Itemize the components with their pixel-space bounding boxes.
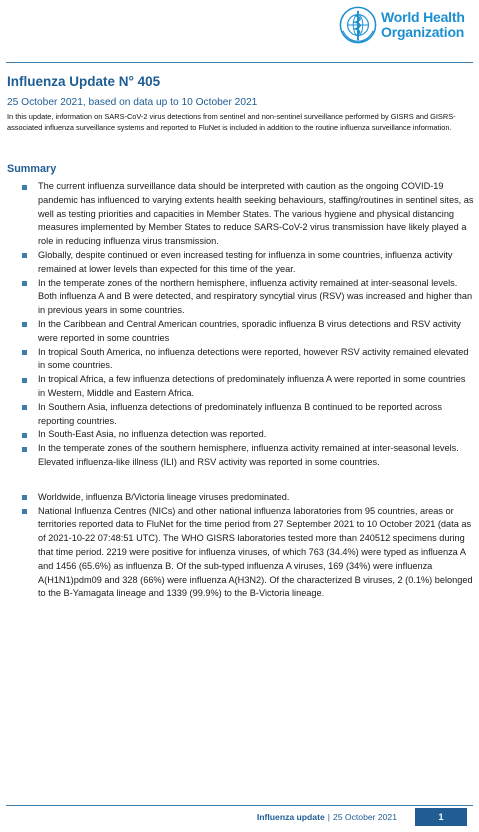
logo-line-1: World Health: [381, 9, 465, 25]
page-title: Influenza Update N° 405: [7, 74, 161, 89]
footer-label: Influenza update: [256, 812, 325, 822]
page-footer: [257, 808, 467, 826]
summary-item: In Southern Asia, influenza detections of predominately influenza B continued to be reported across reporting countries.: [22, 401, 474, 429]
who-logo: [339, 4, 477, 46]
page-number: 1: [415, 808, 467, 826]
summary-item: In the temperate zones of the northern hemisphere, influenza activity remained at inter-seasonal levels. Both influenza A and B were detected, and respiratory syncytial virus (RSV) was increased and higher than in previous years in some countries.: [22, 277, 474, 318]
summary-list: [22, 180, 474, 601]
summary-item: Globally, despite continued or even increased testing for influenza in some countries, influenza activity remained at lower levels than expected for this time of the year.: [22, 249, 474, 277]
summary-item: National Influenza Centres (NICs) and other national influenza laboratories from 95 countries, areas or territories reported data to FluNet for the time period from 27 September 2021 to 10 October 2021 (data as of 2021-10-22 07:48:51 UTC). The WHO GISRS laboratories tested more than 240512 specimens during that time period. 2219 were positive for influenza viruses, of which 763 (34.4%) were typed as influenza A and 1456 (65.6%) as influenza B. Of the sub-typed influenza A viruses, 169 (34%) were influenza A(H1N1)pdm09 and 328 (66%) were influenza A(H3N2). Of the characterized B viruses, 2 (0.1%) belonged to the B-Yamagata lineage and 1339 (99.9%) to the B-Victoria lineage.: [22, 505, 474, 602]
who-wordmark: [381, 10, 465, 40]
summary-item: In South-East Asia, no influenza detection was reported.: [22, 428, 474, 442]
summary-item: In the Caribbean and Central American countries, sporadic influenza B virus detections and RSV activity were reported in some countries: [22, 318, 474, 346]
summary-item: In tropical South America, no influenza detections were reported, however RSV activity remained elevated in some countries.: [22, 346, 474, 374]
summary-item: The current influenza surveillance data should be interpreted with caution as the ongoing COVID-19 pandemic has influenced to varying extents health seeking behaviours, staffing/routines in sentinel sites, as well as testing priorities and capacities in Member States. The various hygiene and physical distancing measures implemented by Member States to reduce SARS-CoV-2 virus transmission have likely played a role in reducing influenza virus transmission.: [22, 180, 474, 249]
page-subtitle: 25 October 2021, based on data up to 10 October 2021: [7, 97, 258, 108]
summary-item: Worldwide, influenza B/Victoria lineage viruses predominated.: [22, 491, 474, 505]
who-emblem-icon: [339, 6, 377, 44]
summary-item: In tropical Africa, a few influenza detections of predominately influenza A were reported in some countries in Western, Middle and Eastern Africa.: [22, 373, 474, 401]
footer-separator: |: [327, 812, 330, 822]
summary-item: In the temperate zones of the southern hemisphere, influenza activity remained at inter-seasonal levels. Elevated influenza-like illness (ILI) and RSV activity was reported in some countries.: [22, 442, 474, 470]
header-divider: [6, 62, 473, 63]
footer-date: 25 October 2021: [332, 812, 397, 822]
logo-line-2: Organization: [381, 24, 465, 40]
intro-paragraph: In this update, information on SARS-CoV-2 virus detections from sentinel and non-sentinel surveillance performed by GISRS and GISRS-associated influenza surveillance systems and reported to FluNet is included in addition to the routine influenza surveillance information.: [7, 112, 456, 132]
summary-heading: Summary: [7, 163, 57, 175]
footer-divider: [6, 805, 473, 806]
